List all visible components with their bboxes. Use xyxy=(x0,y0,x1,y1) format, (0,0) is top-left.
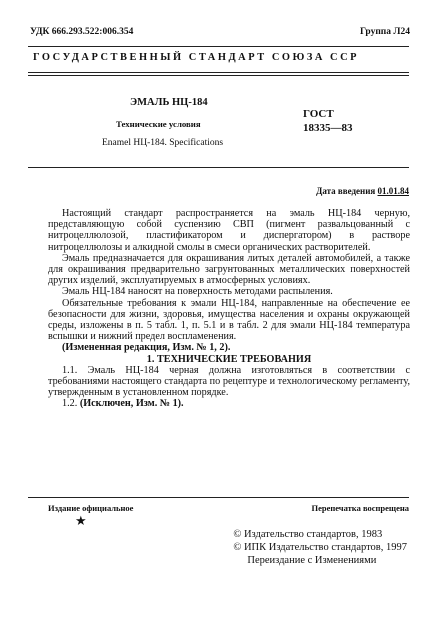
gost-number: 18335—83 xyxy=(303,122,353,134)
paragraph-amendment: (Измененная редакция, Изм. № 1, 2). xyxy=(62,342,231,354)
udk-code: УДК 666.293.522:006.354 xyxy=(30,27,134,37)
paragraph-1-2 xyxy=(48,398,410,409)
intro-date xyxy=(316,186,409,196)
paragraph-1-2-text: (Исключен, Изм. № 1). xyxy=(79,398,184,410)
reissue-note: Переиздание с Изменениями xyxy=(247,555,377,566)
paragraph-requirements: Обязательные требования к эмали НЦ-184, направленные на обеспечение ее безопасности для жизни, здоровья, имущества населения и охраны окружающей среды, изложены в п. 5 табл. 1, п. 5.1 и в табл. 2 для эмали НЦ-184 температура вспышки и нижний предел воспламенения. xyxy=(48,297,410,343)
star-icon: ★ xyxy=(75,513,87,528)
document-title: ЭМАЛЬ НЦ-184 xyxy=(130,97,208,108)
intro-date-label: Дата введения xyxy=(316,186,376,196)
top-rule xyxy=(28,46,409,47)
paragraph-1-1: 1.1. Эмаль НЦ-184 черная должна изготовляться в соответствии с требованиями настоящего стандарта по рецептуре и технологическому регламенту, утвержденным в установленном порядке. xyxy=(48,364,410,399)
paragraph-1-2-number: 1.2. xyxy=(62,398,78,410)
double-rule xyxy=(28,72,409,76)
title-rule xyxy=(28,167,409,168)
footer-rule xyxy=(28,497,409,498)
document-body xyxy=(48,208,410,410)
paragraph-application: Эмаль НЦ-184 наносят на поверхность методами распыления. xyxy=(62,286,333,298)
english-title: Enamel НЦ-184. Specifications xyxy=(102,138,224,148)
state-standard-heading: ГОСУДАРСТВЕННЫЙ СТАНДАРТ СОЮЗА ССР xyxy=(33,52,360,63)
copyright-1983: © Издательство стандартов, 1983 xyxy=(233,529,383,540)
copyright-1997: © ИПК Издательство стандартов, 1997 xyxy=(233,542,407,553)
group-code: Группа Л24 xyxy=(359,27,410,37)
copyright-block xyxy=(233,528,407,567)
section-heading: 1. ТЕХНИЧЕСКИЕ ТРЕБОВАНИЯ xyxy=(146,353,312,365)
paragraph-scope: Настоящий стандарт распространяется на эмаль НЦ-184 черную, представляющую собой суспензию СВП (пигмент развальцованный с нитроцеллюлозой, пластификатором и диспергатором) в растворе нитроцеллюлозы и алкидной смолы в смеси органических растворителей. xyxy=(48,208,410,253)
gost-designation xyxy=(303,107,353,135)
official-edition: Издание официальное xyxy=(48,503,134,513)
gost-label: ГОСТ xyxy=(303,108,334,120)
reprint-notice: Перепечатка воспрещена xyxy=(311,503,409,513)
document-subtitle: Технические условия xyxy=(116,119,201,129)
paragraph-purpose: Эмаль предназначается для окрашивания литых деталей автомобилей, а также для окрашивания предварительно загрунтованных металлических поверхностей других изделий, эксплуатируемых в атмосферных условиях. xyxy=(48,252,410,287)
intro-date-value: 01.01.84 xyxy=(377,186,409,196)
